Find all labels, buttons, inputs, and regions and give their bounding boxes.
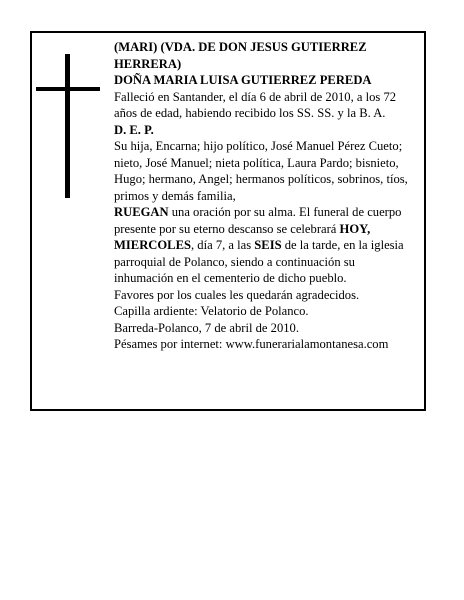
- funeral-paragraph: [114, 204, 410, 287]
- ruegan-word: RUEGAN: [114, 205, 169, 219]
- place-date-line: Barreda-Polanco, 7 de abril de 2010.: [114, 320, 299, 335]
- deceased-name: DOÑA MARIA LUISA GUTIERREZ PEREDA: [114, 73, 372, 87]
- rip-line: D. E. P.: [114, 122, 154, 137]
- family-list: Su hija, Encarna; hijo político, José Manuel Pérez Cueto; nieto, José Manuel; nieta política, Laura Pardo; bisnieto, Hugo; hermano, Angel; hermanos políticos, sobrinos, tíos, primos y demás familia,: [114, 139, 408, 203]
- condolences-line: Pésames por internet: www.funerarialamontanesa.com: [114, 337, 389, 351]
- funeral-time-text: de la tarde, en la iglesia parroquial de Polanco, siendo a continuación su inhumación en el cementerio de dicho pueblo.: [114, 238, 404, 285]
- thanks-line: Favores por los cuales les quedarán agradecidos.: [114, 287, 360, 302]
- ruegan-text: una oración por su alma. El funeral de cuerpo presente por su eterno descanso se celebrará: [114, 205, 402, 236]
- funeral-time: SEIS: [254, 238, 282, 252]
- funeral-day: HOY, MIERCOLES: [114, 221, 371, 252]
- cross-icon: [36, 54, 100, 198]
- obituary-text: [114, 39, 410, 353]
- cross-horizontal-bar: [36, 87, 100, 91]
- header-line: (MARI) (VDA. DE DON JESUS GUTIERREZ HERRERA): [114, 40, 367, 71]
- death-info: Falleció en Santander, el día 6 de abril de 2010, a los 72 años de edad, habiendo recibido los SS. SS. y la B. A.: [114, 89, 397, 120]
- chapel-line: Capilla ardiente: Velatorio de Polanco.: [114, 304, 309, 318]
- cross-vertical-bar: [65, 54, 70, 198]
- funeral-day-text: , día 7, a las: [190, 238, 255, 252]
